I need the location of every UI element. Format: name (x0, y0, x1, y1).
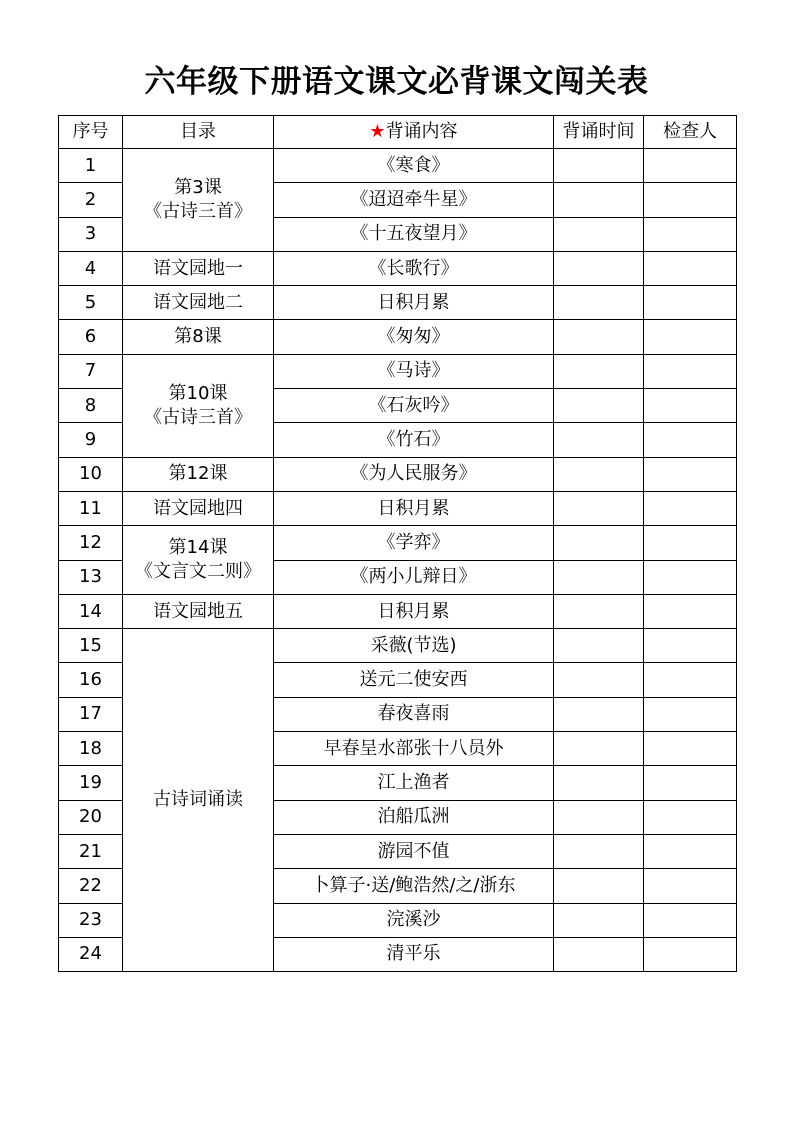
seq-cell: 8 (59, 389, 123, 423)
time-cell[interactable] (554, 389, 644, 423)
content-cell: 日积月累 (274, 286, 554, 320)
checker-cell[interactable] (644, 560, 737, 594)
catalog-cell: 语文园地二 (123, 286, 274, 320)
time-cell[interactable] (554, 457, 644, 491)
seq-cell: 17 (59, 697, 123, 731)
seq-cell: 22 (59, 869, 123, 903)
seq-cell: 21 (59, 834, 123, 868)
content-cell: 江上渔者 (274, 766, 554, 800)
seq-cell: 6 (59, 320, 123, 354)
content-cell: 《为人民服务》 (274, 457, 554, 491)
catalog-cell: 第8课 (123, 320, 274, 354)
seq-cell: 4 (59, 251, 123, 285)
time-cell[interactable] (554, 286, 644, 320)
seq-cell: 18 (59, 732, 123, 766)
time-cell[interactable] (554, 903, 644, 937)
checker-cell[interactable] (644, 491, 737, 525)
content-cell: 浣溪沙 (274, 903, 554, 937)
catalog-cell (123, 526, 274, 595)
content-cell: 《学弈》 (274, 526, 554, 560)
content-cell: 《石灰吟》 (274, 389, 554, 423)
catalog-cell: 语文园地一 (123, 251, 274, 285)
catalog-line: 《古诗三首》 (144, 200, 252, 222)
time-cell[interactable] (554, 183, 644, 217)
table-row (59, 149, 737, 183)
content-cell: 《竹石》 (274, 423, 554, 457)
header-row (59, 116, 737, 149)
seq-cell: 1 (59, 149, 123, 183)
checker-cell[interactable] (644, 732, 737, 766)
catalog-line: 第3课 (174, 176, 222, 198)
time-cell[interactable] (554, 423, 644, 457)
time-cell[interactable] (554, 251, 644, 285)
table-row (59, 320, 737, 354)
seq-cell: 13 (59, 560, 123, 594)
content-cell: 《长歌行》 (274, 251, 554, 285)
recitation-table (58, 115, 737, 972)
time-cell[interactable] (554, 217, 644, 251)
seq-cell: 2 (59, 183, 123, 217)
checker-cell[interactable] (644, 149, 737, 183)
checker-cell[interactable] (644, 457, 737, 491)
checker-cell[interactable] (644, 354, 737, 388)
table-row (59, 594, 737, 628)
content-cell: 泊船瓜洲 (274, 800, 554, 834)
checker-cell[interactable] (644, 834, 737, 868)
content-cell: 送元二使安西 (274, 663, 554, 697)
table-row (59, 251, 737, 285)
table-row (59, 286, 737, 320)
checker-cell[interactable] (644, 903, 737, 937)
time-cell[interactable] (554, 937, 644, 971)
table-row (59, 491, 737, 525)
checker-cell[interactable] (644, 869, 737, 903)
table-row (59, 629, 737, 663)
header-content-label: 背诵内容 (385, 121, 458, 142)
seq-cell: 23 (59, 903, 123, 937)
seq-cell: 9 (59, 423, 123, 457)
content-cell: 《十五夜望月》 (274, 217, 554, 251)
seq-cell: 20 (59, 800, 123, 834)
checker-cell[interactable] (644, 766, 737, 800)
catalog-line: 《古诗三首》 (144, 406, 252, 428)
header-time: 背诵时间 (554, 116, 644, 149)
content-cell: 春夜喜雨 (274, 697, 554, 731)
checker-cell[interactable] (644, 526, 737, 560)
time-cell[interactable] (554, 354, 644, 388)
time-cell[interactable] (554, 697, 644, 731)
catalog-cell (123, 149, 274, 252)
seq-cell: 11 (59, 491, 123, 525)
checker-cell[interactable] (644, 286, 737, 320)
seq-cell: 15 (59, 629, 123, 663)
header-catalog: 目录 (123, 116, 274, 149)
content-cell: 游园不值 (274, 834, 554, 868)
time-cell[interactable] (554, 800, 644, 834)
seq-cell: 14 (59, 594, 123, 628)
content-cell: 《匆匆》 (274, 320, 554, 354)
page-title: 六年级下册语文课文必背课文闯关表 (144, 64, 649, 100)
catalog-line: 《文言文二则》 (135, 561, 261, 583)
content-cell: 早春呈水部张十八员外 (274, 732, 554, 766)
seq-cell: 10 (59, 457, 123, 491)
seq-cell: 16 (59, 663, 123, 697)
time-cell[interactable] (554, 732, 644, 766)
content-cell: 日积月累 (274, 491, 554, 525)
checker-cell[interactable] (644, 183, 737, 217)
time-cell[interactable] (554, 320, 644, 354)
content-cell: 采薇(节选) (274, 629, 554, 663)
time-cell[interactable] (554, 869, 644, 903)
checker-cell[interactable] (644, 217, 737, 251)
content-cell: 《两小儿辩日》 (274, 560, 554, 594)
seq-cell: 7 (59, 354, 123, 388)
content-cell: 《迢迢牵牛星》 (274, 183, 554, 217)
catalog-line: 第14课 (168, 537, 228, 559)
checker-cell[interactable] (644, 629, 737, 663)
time-cell[interactable] (554, 560, 644, 594)
catalog-cell: 第12课 (123, 457, 274, 491)
checker-cell[interactable] (644, 663, 737, 697)
checker-cell[interactable] (644, 697, 737, 731)
time-cell[interactable] (554, 766, 644, 800)
header-checker: 检查人 (644, 116, 737, 149)
table-row (59, 354, 737, 388)
catalog-cell (123, 354, 274, 457)
time-cell[interactable] (554, 834, 644, 868)
time-cell[interactable] (554, 594, 644, 628)
time-cell[interactable] (554, 526, 644, 560)
seq-cell: 12 (59, 526, 123, 560)
header-seq: 序号 (59, 116, 123, 149)
checker-cell[interactable] (644, 594, 737, 628)
header-content (274, 116, 554, 149)
catalog-cell: 古诗词诵读 (123, 629, 274, 972)
content-cell: 清平乐 (274, 937, 554, 971)
table-row (59, 526, 737, 560)
star-icon: ★ (369, 121, 386, 142)
time-cell[interactable] (554, 491, 644, 525)
content-cell: 《马诗》 (274, 354, 554, 388)
checker-cell[interactable] (644, 423, 737, 457)
catalog-line: 第10课 (168, 382, 228, 404)
seq-cell: 3 (59, 217, 123, 251)
seq-cell: 5 (59, 286, 123, 320)
checker-cell[interactable] (644, 800, 737, 834)
content-cell: 日积月累 (274, 594, 554, 628)
catalog-cell: 语文园地五 (123, 594, 274, 628)
seq-cell: 19 (59, 766, 123, 800)
table-row (59, 457, 737, 491)
time-cell[interactable] (554, 663, 644, 697)
seq-cell: 24 (59, 937, 123, 971)
time-cell[interactable] (554, 629, 644, 663)
time-cell[interactable] (554, 149, 644, 183)
checker-cell[interactable] (644, 937, 737, 971)
checker-cell[interactable] (644, 251, 737, 285)
content-cell: 《寒食》 (274, 149, 554, 183)
checker-cell[interactable] (644, 320, 737, 354)
checker-cell[interactable] (644, 389, 737, 423)
catalog-cell: 语文园地四 (123, 491, 274, 525)
content-cell: 卜算子·送/鲍浩然/之/浙东 (274, 869, 554, 903)
